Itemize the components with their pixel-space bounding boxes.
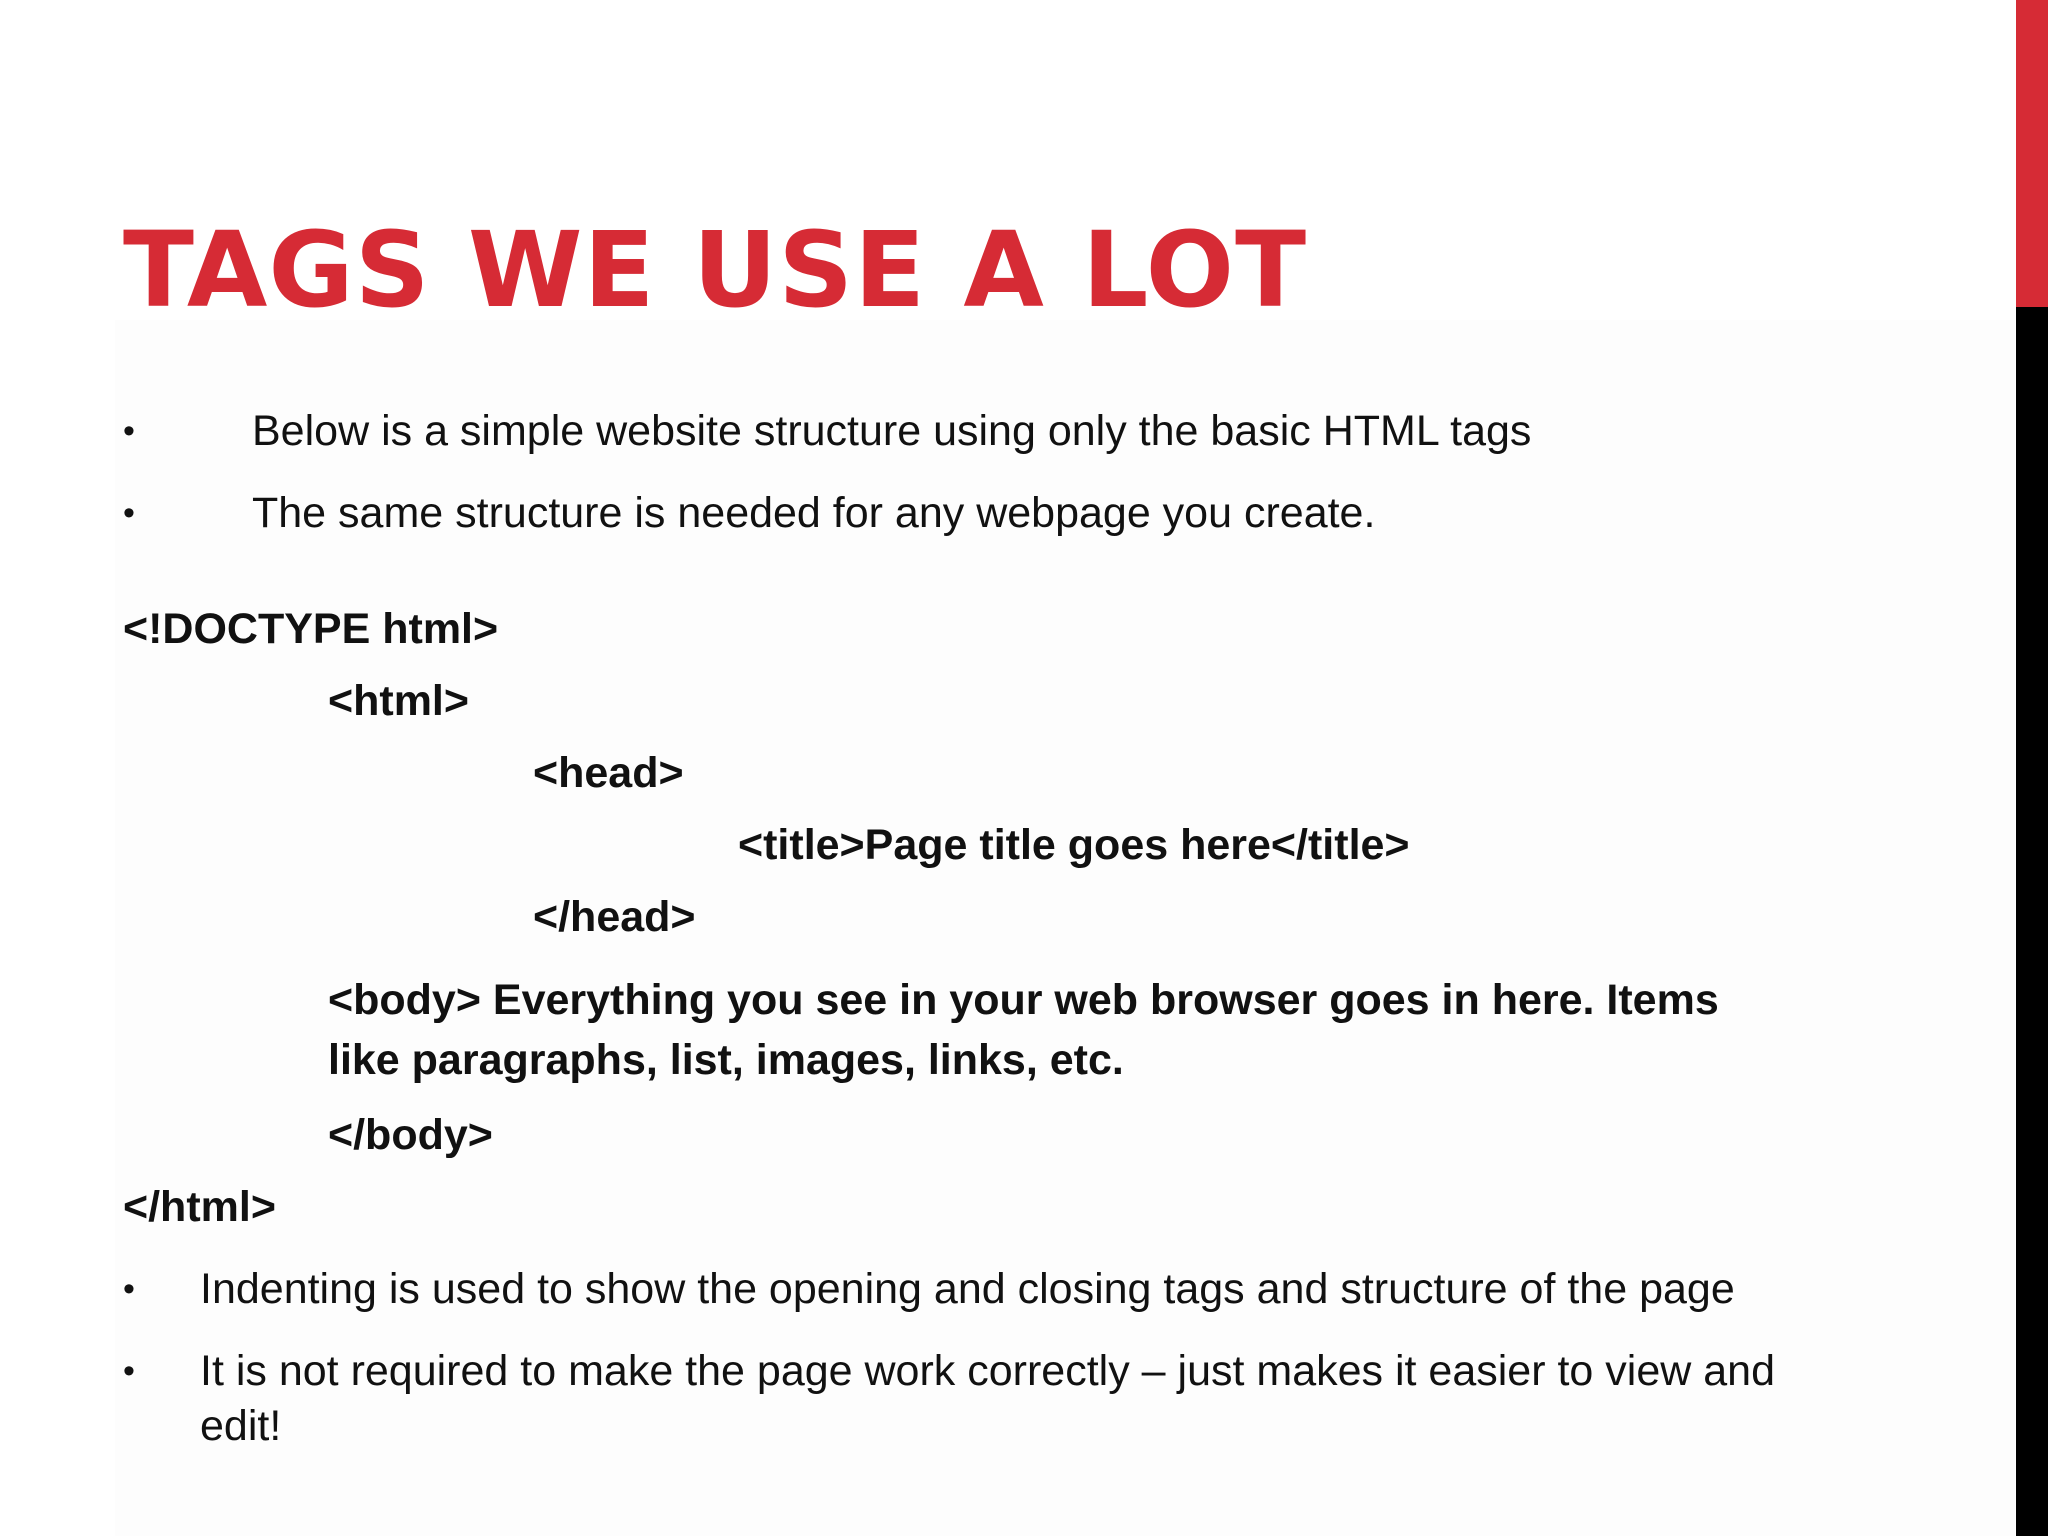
bullet-text: Indenting is used to show the opening and closing tags and structure of the page xyxy=(200,1265,1735,1313)
bullet-icon: • xyxy=(123,412,135,450)
intro-bullet-list xyxy=(123,404,1823,568)
code-html-open: <html> xyxy=(328,677,469,725)
notes-bullet-list xyxy=(123,1262,1823,1481)
bullet-text: It is not required to make the page work correctly – just makes it easier to view and edit! xyxy=(200,1347,1776,1450)
slide-title: TAGS WE USE A LOT xyxy=(123,209,1308,331)
code-html-close: </html> xyxy=(123,1183,276,1231)
bullet-icon: • xyxy=(123,1352,135,1390)
bullet-text: Below is a simple website structure using only the basic HTML tags xyxy=(252,407,1532,455)
list-item xyxy=(123,1262,1823,1317)
list-item xyxy=(123,486,1823,541)
code-title-line: <title>Page title goes here</title> xyxy=(738,821,1410,869)
bullet-text: The same structure is needed for any webpage you create. xyxy=(252,489,1376,537)
code-body-line: <body> Everything you see in your web browser goes in here. Items like paragraphs, list, images, links, etc. xyxy=(328,976,1719,1084)
code-head-open: <head> xyxy=(533,749,684,797)
bullet-icon: • xyxy=(123,1270,135,1308)
list-item xyxy=(123,1344,1823,1454)
accent-bar-red xyxy=(2016,0,2048,307)
list-item xyxy=(123,404,1823,459)
accent-bar-black xyxy=(2016,307,2048,1536)
code-head-close: </head> xyxy=(533,893,696,941)
code-body-close: </body> xyxy=(328,1111,493,1159)
code-doctype: <!DOCTYPE html> xyxy=(123,605,499,653)
bullet-icon: • xyxy=(123,494,135,532)
